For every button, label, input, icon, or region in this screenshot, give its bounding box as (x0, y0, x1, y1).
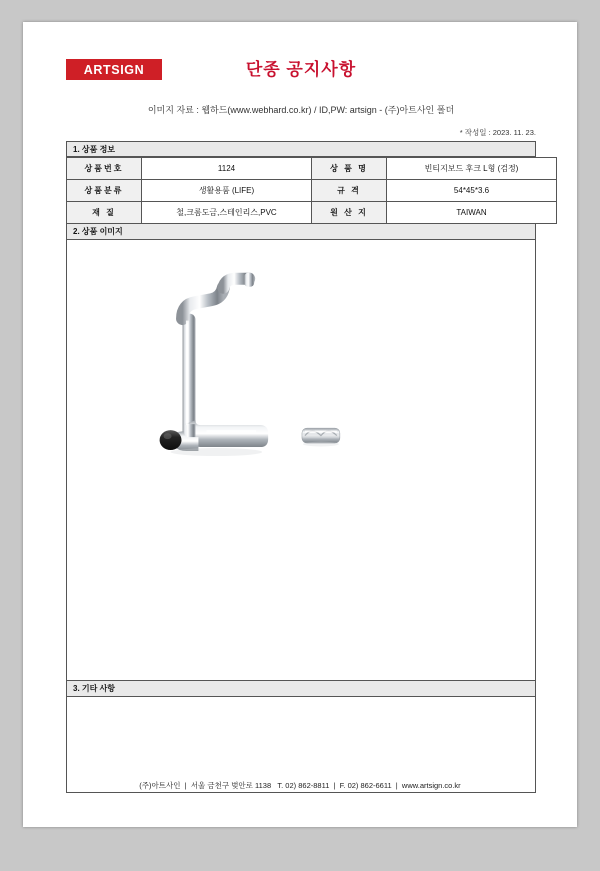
document-content (66, 57, 536, 793)
cell-label-category: 상품분류 (67, 180, 142, 202)
section-heading-product-info: 1. 상품 정보 (66, 141, 536, 157)
created-date: * 작성일 : 2023. 11. 23. (459, 128, 536, 137)
cell-value-category: 생활용품 (LIFE) (142, 180, 312, 202)
cell-label-spec: 규 격 (312, 180, 387, 202)
table-row (67, 158, 557, 180)
table-row (67, 180, 557, 202)
cell-value-origin: TAIWAN (387, 202, 557, 224)
product-image-area (66, 240, 536, 681)
footer-text: (주)아트사인 | 서울 금천구 벚안로 1138 T. 02) 862-8811 | F. 02) 862-6611 | www.artsign.co.kr (139, 781, 461, 790)
table-row (67, 202, 557, 224)
artsign-logo: ARTSIGN (66, 59, 162, 80)
product-info-table (66, 157, 557, 224)
cell-label-product-number: 상품번호 (67, 158, 142, 180)
section-heading-product-image: 2. 상품 이미지 (66, 224, 536, 240)
page-title: 단종 공지사항 (245, 60, 357, 79)
product-photo-svg (67, 240, 535, 680)
cell-value-product-name: 빈티지보드 후크 L형 (검정) (387, 158, 557, 180)
source-note: 이미지 자료 : 웹하드(www.webhard.co.kr) / ID,PW: artsign - (주)아트사인 폴더 (147, 105, 455, 115)
cell-value-spec: 54*45*3.6 (387, 180, 557, 202)
product-photo (67, 240, 535, 680)
cell-label-material: 재 질 (67, 202, 142, 224)
document-footer (66, 774, 534, 791)
document-page (23, 22, 577, 827)
cell-label-product-name: 상 품 명 (312, 158, 387, 180)
cell-value-material: 철,크롬도금,스테인리스,PVC (142, 202, 312, 224)
section-heading-notes: 3. 기타 사항 (66, 681, 536, 697)
cell-value-product-number: 1124 (142, 158, 312, 180)
cell-label-origin: 원 산 지 (312, 202, 387, 224)
document-header (66, 57, 536, 91)
